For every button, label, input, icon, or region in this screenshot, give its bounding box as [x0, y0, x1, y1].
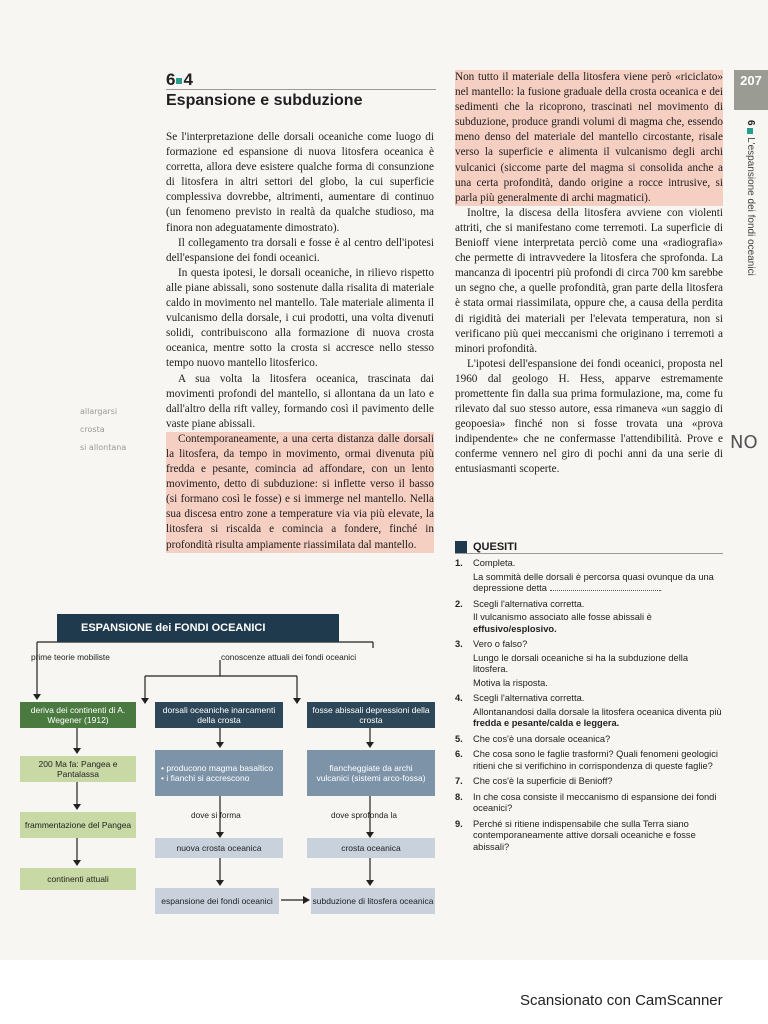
highlighted-paragraph: Non tutto il materiale della litosfera viene però «riciclato» nel mantello: la fusione graduale della crosta oceanica e dei sedimenti che la ricoprono, trascinati nel movimento di subduzione, produce grandi volumi di magma che, essendo meno denso del materiale del mantello circostante, risale verso la superficie e alimenta il vulcanismo degli archi vulcanici (siccome parte del magma si consolida anche a una certa profondità, dando origine a rocce intrusive, si parla più generalmente di archi magmatici).	[455, 70, 723, 206]
answer-blank	[550, 590, 660, 591]
paragraph: A sua volta la litosfera oceanica, trascinata dai movimenti profondi del mantello, si allontana da un lato e dall'altro della rift valley, formando così il pavimento delle vaste piane abissali.	[166, 372, 434, 430]
box-crosta-oceanica: crosta oceanica	[307, 838, 435, 858]
paragraph: In questa ipotesi, le dorsali oceaniche, in rilievo rispetto alle piane abissali, sono sostenute dalla risalita di materiale caldo in movimento nel mantello. Tale materiale alimenta il vulcanismo della dorsale, i cui prodotti, una volta divenuti solidi, contribuiscono alla formazione di nuova crosta oceanica, mentre sotto la crosta si accresce nello stesso tempo nuovo mantello litosferico.	[166, 266, 434, 370]
paragraph: L'ipotesi dell'espansione dei fondi oceanici, proposta nel 1960 dal geologo H. Hess, apparve estremamente promettente fin dalla sua prima formulazione, ma, come fu rilevato dal suo stesso autore, essa rimaneva «un saggio di geopoesia» finché non si fosse trovata una «prova indipendente» che ne confermasse l'attendibilità. Prove e conferme vennero nel giro di pochi anni da una serie di entusiasmanti scoperte.	[455, 357, 723, 476]
box-espansione-fondi: espansione dei fondi oceanici	[155, 888, 279, 914]
quesiti-list	[455, 558, 723, 857]
box-archi-vulcanici: fiancheggiate da archi vulcanici (sistemi arco-fossa)	[307, 750, 435, 796]
question-item: 2. Scegli l'alternativa corretta. Il vulcanismo associato alle fosse abissali è effusivo/esplosivo.	[455, 598, 652, 634]
left-text-column	[166, 130, 434, 553]
paragraph: Inoltre, la discesa della litosfera avviene con violenti attriti, che si manifestano come terremoti. La superficie di Benioff viene interpretata perciò come una «radiografia» che permette di intravvedere la litosfera che sprofonda. La mancanza di ipocentri più profondi di circa 700 km sarebbe un segno che, a quelle profondità, gran parte della litosfera è stata ormai riassimilata, oppure che, a causa della perdita di rigidità dei materiali per l'elevata temperatura, non si verificano più quei meccanismi che originano i terremoti a minori profondità.	[455, 206, 723, 355]
handwritten-margin-notes: allargarsi crosta si allontana	[80, 407, 127, 452]
question-item: 7. Che cos'è la superficie di Benioff?	[455, 776, 613, 786]
question-item: 9. Perché si ritiene indispensabile che sulla Terra siano contemporaneamente attive dorsali oceaniche e fosse abissali?	[455, 818, 696, 852]
paragraph: Se l'interpretazione delle dorsali oceaniche come luogo di formazione ed espansione di nuova litosfera oceanica è corretta, allora deve esistere qualche forma di consunzione di litosfera in altri settori del globo, la cui superficie complessiva dovrebbe, altrimenti, aumentare di continuo (un fenomeno previsto in realtà da qualche studioso, ma finora non adeguatamente dimostrato).	[166, 131, 434, 234]
faded-scribble	[2, 38, 162, 68]
question-item: 6. Che cosa sono le faglie trasformi? Quali fenomeni geologici ritieni che si verifichino in corrispondenza di queste faglie?	[455, 749, 718, 771]
box-producono-magma: • producono magma basaltico • i fianchi si accrescono	[155, 750, 283, 796]
label-prime-teorie: prime teorie mobiliste	[31, 652, 110, 662]
concept-map	[15, 614, 440, 934]
section-number: 6 4	[166, 70, 193, 89]
label-conoscenze-attuali: conoscenze attuali dei fondi oceanici	[221, 652, 357, 662]
right-text-column	[455, 70, 723, 478]
square-bullet-icon	[176, 78, 182, 84]
label-dove-sprofonda: dove sprofonda la	[331, 810, 397, 820]
box-nuova-crosta: nuova crosta oceanica	[155, 838, 283, 858]
running-head: 6 L'espansione dei fondi oceanici	[745, 120, 756, 276]
quesiti-header: QUESITI	[455, 538, 723, 554]
square-bullet-icon	[747, 128, 753, 134]
question-item: 4. Scegli l'alternativa corretta. Allontanandosi dalla dorsale la litosfera oceanica diventa più fredda e pesante/calda e leggera.	[455, 693, 722, 728]
highlighted-paragraph: Contemporaneamente, a una certa distanza dalle dorsali la litosfera, da tempo in movimento, ormai divenuta più fredda e pesante, comincia ad affondare, con un lento movimento, detto di subduzione: si inflette verso il basso (si formano così le fosse) e si immerge nel mantello. Nella sua discesa entro zone a temperature via via più elevate, la litosfera si riscalda e comincia a fondere, finché in profondità risulta ampiamente riassimilata dal mantello.	[166, 432, 434, 553]
box-fosse-abissali: fosse abissali depressioni della crosta	[307, 702, 435, 728]
label-dove-si-forma: dove si forma	[191, 810, 241, 820]
box-pangea: 200 Ma fa: Pangea e Pantalassa	[20, 756, 136, 782]
question-item: 5. Che cos'è una dorsale oceanica?	[455, 733, 611, 744]
box-continenti-attuali: continenti attuali	[20, 868, 136, 890]
handwritten-no: NO	[730, 432, 758, 453]
question-item: 1. Completa. La sommità delle dorsali è percorsa quasi ovunque da una depressione detta .	[455, 558, 714, 593]
section-rule	[166, 89, 436, 90]
square-bullet-icon	[455, 541, 467, 553]
camscanner-watermark: Scansionato con CamScanner	[520, 992, 723, 1009]
page-number-tab: 207	[734, 70, 768, 110]
box-subduzione: subduzione di litosfera oceanica	[311, 888, 435, 914]
question-item: 3. Vero o falso? Lungo le dorsali oceaniche si ha la subduzione della litosfera. Motiva la risposta.	[455, 639, 689, 688]
box-deriva-continenti: deriva dei continenti di A. Wegener (1912)	[20, 702, 136, 728]
box-frammentazione: frammentazione del Pangea	[20, 812, 136, 838]
concept-map-title: ESPANSIONE dei FONDI OCEANICI	[57, 614, 339, 642]
paragraph: Il collegamento tra dorsali e fosse è al centro dell'ipotesi dell'espansione dei fondi oceanici.	[166, 236, 434, 264]
section-title: Espansione e subduzione	[166, 92, 363, 109]
question-item: 8. In che cosa consiste il meccanismo di espansione dei fondi oceanici?	[455, 791, 717, 813]
box-dorsali-oceaniche: dorsali oceaniche inarcamenti della crosta	[155, 702, 283, 728]
